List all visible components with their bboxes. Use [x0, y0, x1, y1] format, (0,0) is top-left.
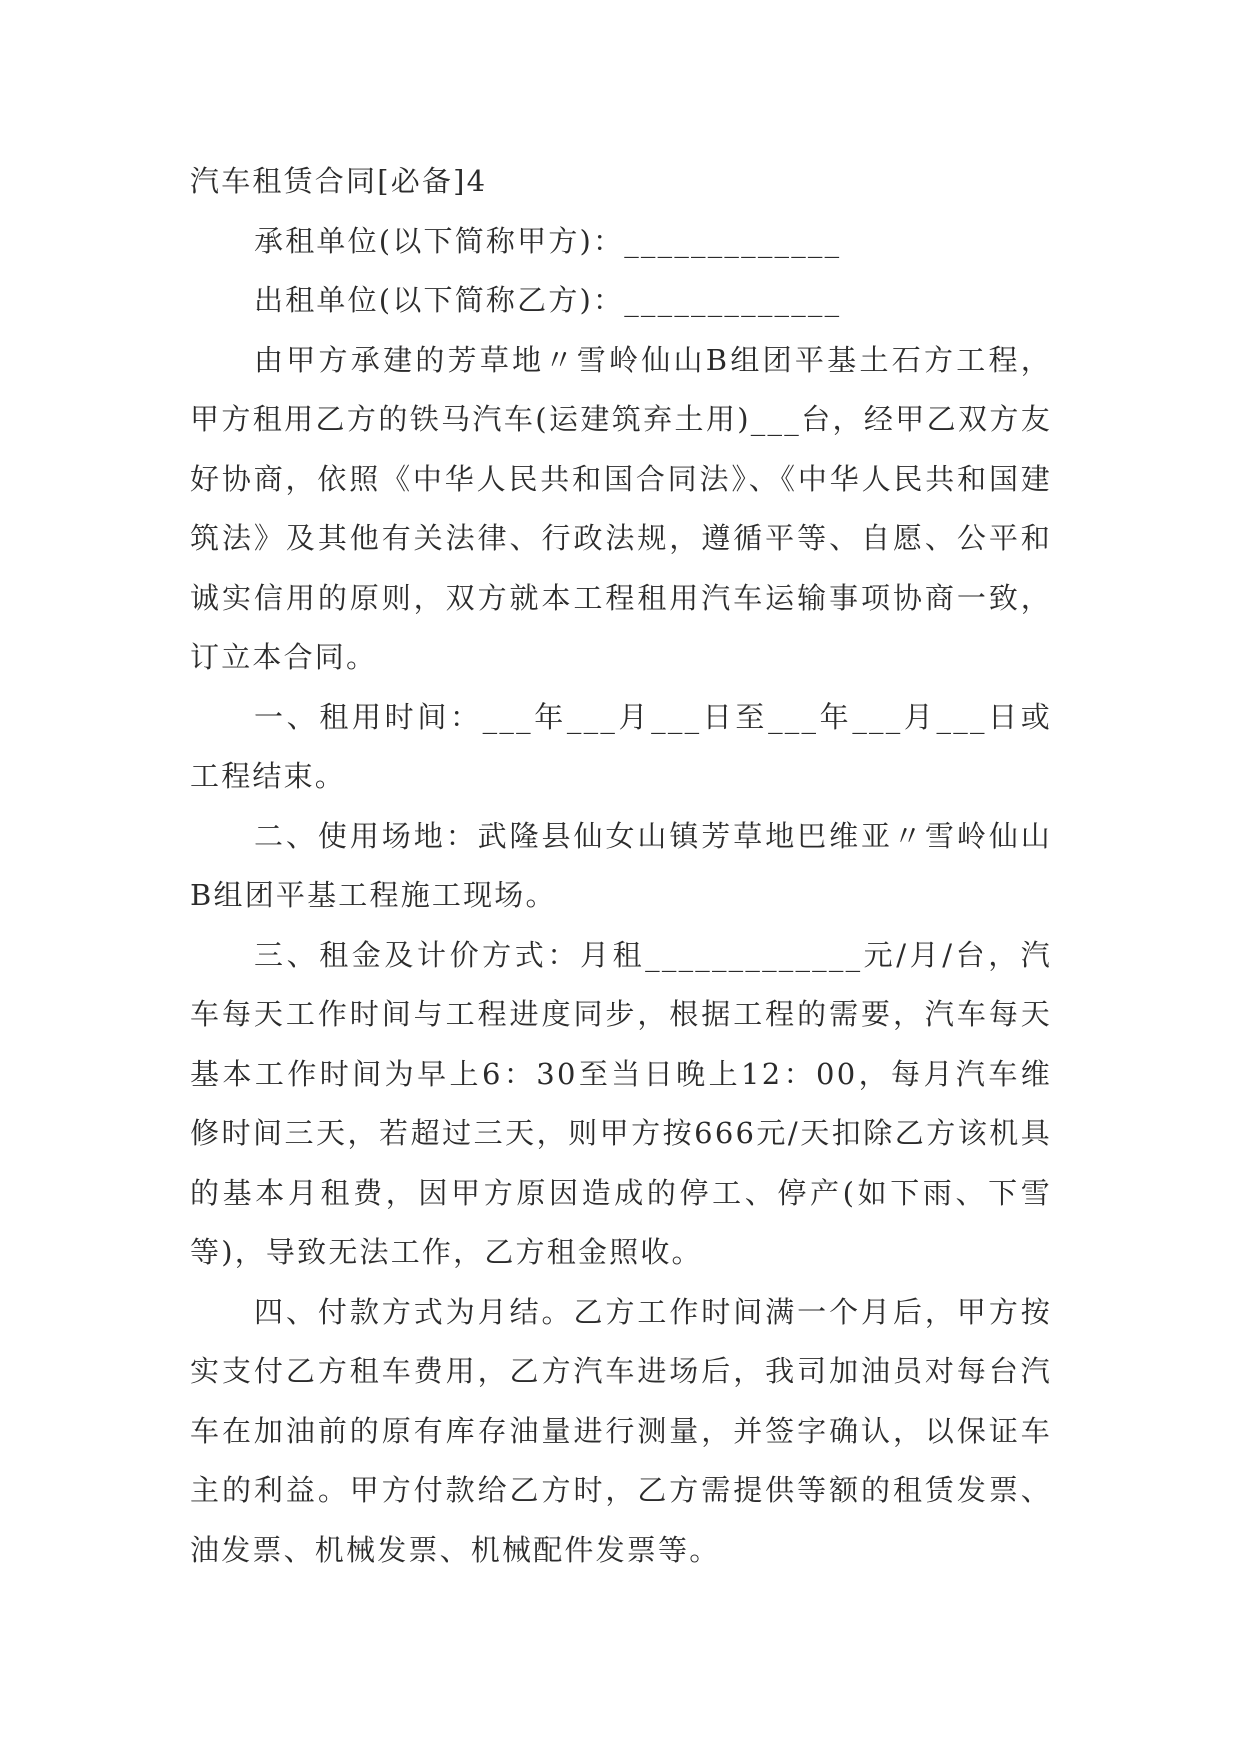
clause-rent-pricing: 三、租金及计价方式：月租_____________元/月/台，汽车每天工作时间与工程进度同步，根据工程的需要，汽车每天基本工作时间为早上6：30至当日晚上12：00，每月汽车维修时间三天，若超过三天，则甲方按666元/天扣除乙方该机具的基本月租费，因甲方原因造成的停工、停产(如下雨、下雪等)，导致无法工作，乙方租金照收。 [190, 937, 1052, 1269]
clause-payment: 四、付款方式为月结。乙方工作时间满一个月后，甲方按实支付乙方租车费用，乙方汽车进场后，我司加油员对每台汽车在加油前的原有库存油量进行测量，并签字确认，以保证车主的利益。甲方付款给乙方时，乙方需提供等额的租赁发票、油发票、机械发票、机械配件发票等。 [190, 1294, 1052, 1567]
lessor-line: 出租单位(以下简称乙方)：_____________ [254, 283, 842, 317]
clause-rental-period: 一、租用时间：___年___月___日至___年___月___日或工程结束。 [190, 699, 1052, 793]
clause-site: 二、使用场地：武隆县仙女山镇芳草地巴维亚〃雪岭仙山B组团平基工程施工现场。 [190, 818, 1052, 912]
document-body [190, 152, 1052, 1580]
document-title: 汽车租赁合同[必备]4 [190, 164, 488, 198]
preamble-paragraph: 由甲方承建的芳草地〃雪岭仙山B组团平基土石方工程，甲方租用乙方的铁马汽车(运建筑弃土用)___台，经甲乙双方友好协商，依照《中华人民共和国合同法》、《中华人民共和国建筑法》及其他有关法律、行政法规，遵循平等、自愿、公平和诚实信用的原则，双方就本工程租用汽车运输事项协商一致，订立本合同。 [190, 342, 1052, 674]
lessee-line: 承租单位(以下简称甲方)：_____________ [254, 223, 842, 258]
